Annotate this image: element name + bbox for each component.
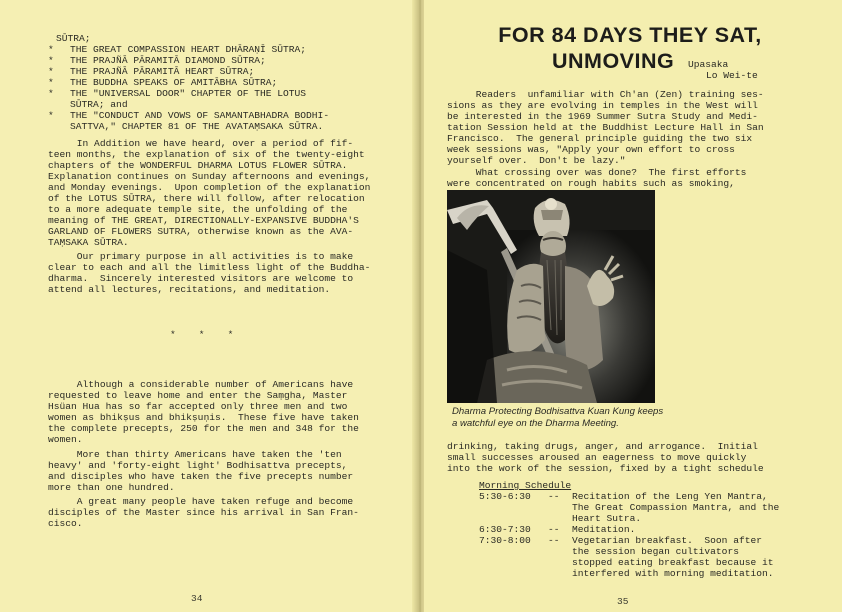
schedule-description-line: Recitation of the Leng Yen Mantra, bbox=[572, 491, 768, 502]
paragraph-line: More than thirty Americans have taken the 'ten bbox=[48, 449, 342, 460]
schedule-row bbox=[479, 491, 819, 524]
schedule-heading: Morning Schedule bbox=[479, 480, 572, 491]
schedule-description bbox=[572, 524, 819, 535]
paragraph-line: attend all lectures, recitations, and meditation. bbox=[48, 284, 331, 295]
schedule-time: 7:30-8:00 bbox=[479, 535, 531, 546]
schedule-description-line: The Great Compassion Mantra, and the bbox=[572, 502, 780, 513]
schedule-time: 5:30-6:30 bbox=[479, 491, 531, 502]
left-paragraph-4 bbox=[48, 449, 353, 493]
paragraph-line: women as bhikṣus and bhikṣuṇis. These five have taken bbox=[48, 412, 359, 423]
paragraph-line: dharma. Sincerely interested visitors are welcome to bbox=[48, 273, 354, 284]
bullet-asterisk: * bbox=[48, 44, 54, 55]
sutra-list-item bbox=[48, 121, 329, 132]
sutra-list-item bbox=[48, 44, 329, 55]
bullet-asterisk: * bbox=[48, 55, 54, 66]
left-paragraph-3 bbox=[48, 379, 359, 445]
sutra-list-item bbox=[48, 77, 329, 88]
paragraph-line: In Addition we have heard, over a period of fif- bbox=[48, 138, 354, 149]
sutra-title: THE PRAJÑĀ PĀRAMITĀ HEART SŪTRA; bbox=[70, 66, 255, 77]
left-paragraph-5 bbox=[48, 496, 359, 529]
paragraph-line: Explanation continues on Sunday afternoons and evenings, bbox=[48, 171, 371, 182]
bullet-asterisk: * bbox=[48, 77, 54, 88]
schedule-dash: -- bbox=[548, 491, 560, 502]
sutra-title: THE GREAT COMPASSION HEART DHĀRAṆĪ SŪTRA; bbox=[70, 44, 307, 55]
paragraph-line: meaning of THE GREAT, DIRECTIONALLY-EXPANSIVE BUDDHA'S bbox=[48, 215, 359, 226]
page-number-left: 34 bbox=[191, 593, 203, 604]
sutra-list-item bbox=[48, 110, 329, 121]
left-page bbox=[0, 0, 418, 612]
paragraph-line: into the work of the session, fixed by a tight schedule bbox=[447, 463, 764, 474]
sutra-title: THE BUDDHA SPEAKS OF AMITĀBHA SŪTRA; bbox=[70, 77, 278, 88]
schedule-dash: -- bbox=[548, 535, 560, 546]
paragraph-line: small successes aroused an eagerness to move quickly bbox=[447, 452, 747, 463]
paragraph-line: Our primary purpose in all activities is to make bbox=[48, 251, 354, 262]
right-paragraph-2 bbox=[447, 167, 746, 189]
schedule-description bbox=[572, 535, 819, 579]
caption-line: a watchful eye on the Dharma Meeting. bbox=[452, 418, 619, 429]
paragraph-line: be interested in the 1969 Summer Sutra Study and Medi- bbox=[447, 111, 758, 122]
byline-name: Lo Wei-te bbox=[706, 70, 758, 81]
paragraph-line: women. bbox=[48, 434, 83, 445]
paragraph-line: chapters of the WONDERFUL DHARMA LOTUS FLOWER SŪTRA. bbox=[48, 160, 348, 171]
section-separator: * * * bbox=[170, 329, 234, 340]
paragraph-line: A great many people have taken refuge and become bbox=[48, 496, 354, 507]
right-paragraph-3 bbox=[447, 441, 764, 474]
statue-photo-image bbox=[447, 190, 655, 403]
sutra-title: THE "UNIVERSAL DOOR" CHAPTER OF THE LOTUS bbox=[70, 88, 307, 99]
paragraph-line: week sessions was, "Apply your own effort to cross bbox=[447, 144, 735, 155]
photo-caption bbox=[452, 406, 663, 430]
bullet-asterisk: * bbox=[48, 110, 54, 121]
byline-title: Upasaka bbox=[688, 59, 729, 70]
paragraph-line: What crossing over was done? The first efforts bbox=[447, 167, 747, 178]
left-paragraph-1 bbox=[48, 138, 370, 248]
sutra-title: THE "CONDUCT AND VOWS OF SAMANTABHADRA BODHI- bbox=[70, 110, 330, 121]
page-number-right: 35 bbox=[617, 596, 629, 607]
article-title-line-1: FOR 84 DAYS THEY SAT, bbox=[498, 23, 762, 47]
schedule-row bbox=[479, 535, 819, 579]
morning-schedule bbox=[479, 491, 819, 579]
paragraph-line: Although a considerable number of Americans have bbox=[48, 379, 354, 390]
sutra-list-item bbox=[48, 99, 329, 110]
paragraph-line: Francisco. The general principle guiding the two six bbox=[447, 133, 753, 144]
caption-line: Dharma Protecting Bodhisattva Kuan Kung keeps bbox=[452, 406, 664, 417]
sutra-title: SŪTRA; and bbox=[70, 99, 128, 110]
schedule-description-line: Heart Sutra. bbox=[572, 513, 642, 524]
paragraph-line: of the LOTUS SŪTRA, there will follow, after relocation bbox=[48, 193, 365, 204]
paragraph-line: to a more adequate temple site, the unfolding of the bbox=[48, 204, 348, 215]
paragraph-line: and disciples who have taken the five precepts number bbox=[48, 471, 354, 482]
right-paragraph-1 bbox=[447, 89, 764, 166]
schedule-description-line: Vegetarian breakfast. Soon after bbox=[572, 535, 762, 546]
schedule-row bbox=[479, 524, 819, 535]
paragraph-line: were concentrated on rough habits such as smoking, bbox=[447, 178, 735, 189]
paragraph-line: Readers unfamiliar with Ch'an (Zen) training ses- bbox=[447, 89, 764, 100]
bullet-asterisk: * bbox=[48, 88, 54, 99]
paragraph-line: disciples of the Master since his arrival in San Fran- bbox=[48, 507, 359, 518]
paragraph-line: more than one hundred. bbox=[48, 482, 175, 493]
paragraph-line: teen months, the explanation of six of the twenty-eight bbox=[48, 149, 365, 160]
sutra-title: THE PRAJÑĀ PĀRAMITĀ DIAMOND SŪTRA; bbox=[70, 55, 266, 66]
schedule-description-line: stopped eating breakfast because it bbox=[572, 557, 774, 568]
sutra-list-item bbox=[48, 66, 329, 77]
article-title-line-2: UNMOVING bbox=[552, 49, 675, 73]
schedule-dash: -- bbox=[548, 524, 560, 535]
paragraph-line: GARLAND OF FLOWERS SUTRA, otherwise known as the AVA- bbox=[48, 226, 354, 237]
kuan-kung-statue-photo bbox=[447, 190, 655, 403]
paragraph-line: requested to leave home and enter the Saṃgha, Master bbox=[48, 390, 348, 401]
schedule-description-line: Meditation. bbox=[572, 524, 636, 535]
paragraph-line: sions as they are evolving in temples in the West will bbox=[447, 100, 758, 111]
paragraph-line: clear to each and all the limitless light of the Buddha- bbox=[48, 262, 371, 273]
sutra-list-item bbox=[48, 88, 329, 99]
paragraph-line: Hsüan Hua has so far accepted only three men and two bbox=[48, 401, 348, 412]
sutra-list bbox=[48, 44, 329, 132]
list-intro: SŪTRA; bbox=[56, 33, 91, 44]
paragraph-line: cisco. bbox=[48, 518, 83, 529]
paragraph-line: and Monday evenings. Upon completion of the explanation bbox=[48, 182, 371, 193]
sutra-list-item bbox=[48, 55, 329, 66]
schedule-description-line: interfered with morning meditation. bbox=[572, 568, 774, 579]
schedule-time: 6:30-7:30 bbox=[479, 524, 531, 535]
paragraph-line: the complete precepts, 250 for the men and 348 for the bbox=[48, 423, 359, 434]
paragraph-line: heavy' and 'forty-eight light' Bodhisattva precepts, bbox=[48, 460, 348, 471]
left-paragraph-2 bbox=[48, 251, 370, 295]
schedule-description-line: the session began cultivators bbox=[572, 546, 739, 557]
schedule-description bbox=[572, 491, 819, 524]
paragraph-line: tation Session held at the Buddhist Lecture Hall in San bbox=[447, 122, 764, 133]
paragraph-line: yourself over. Don't be lazy." bbox=[447, 155, 626, 166]
paragraph-line: TAṂSAKA SŪTRA. bbox=[48, 237, 129, 248]
sutra-title: SATTVA," CHAPTER 81 OF THE AVATAṂSAKA SŪTRA. bbox=[70, 121, 324, 132]
paragraph-line: drinking, taking drugs, anger, and arrogance. Initial bbox=[447, 441, 758, 452]
bullet-asterisk: * bbox=[48, 66, 54, 77]
